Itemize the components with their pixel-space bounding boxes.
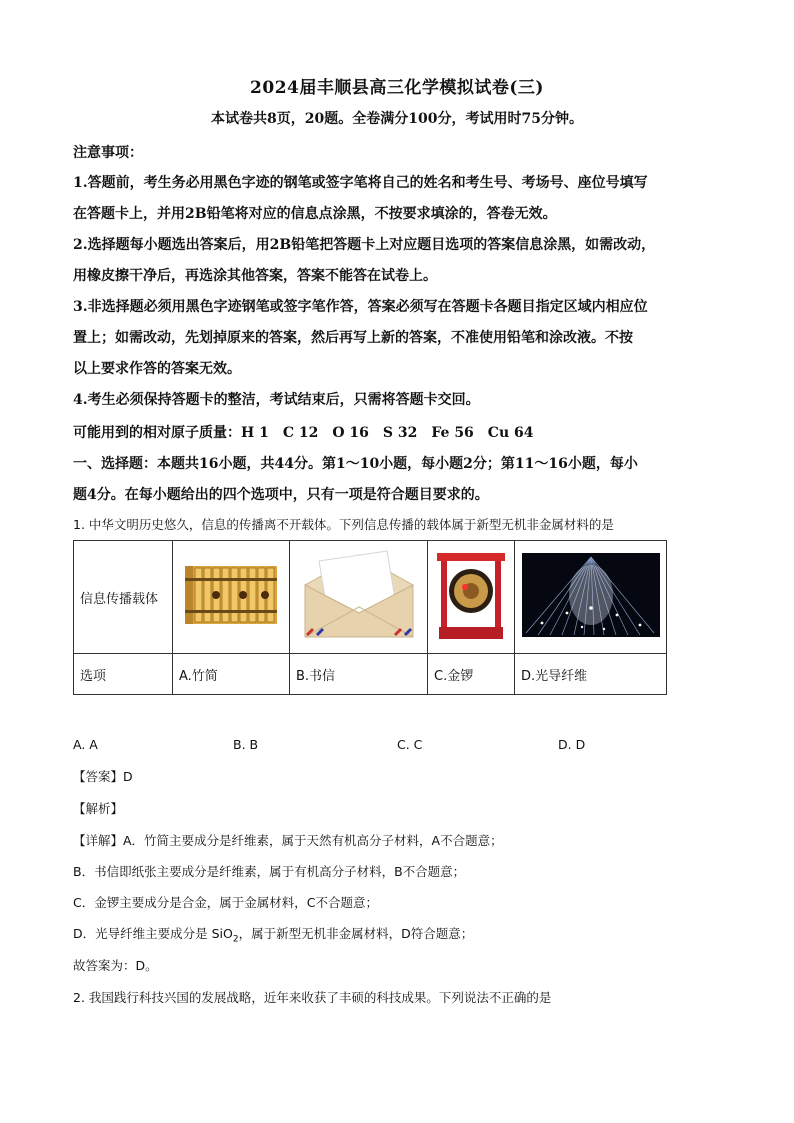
option-label-c: C.金锣 [428,654,515,695]
explanation-d-post: ，属于新型无机非金属材料，D符合题意； [238,926,474,941]
explanation-d-subscript: 2 [232,934,239,945]
question-1-stem: 1. 中华文明历史悠久，信息的传播离不开载体。下列信息传播的载体属于新型无机非金属材料的是 [73,517,614,532]
letter-image [290,541,428,654]
notice-line: 2.选择题每小题选出答案后，用2B铅笔把答题卡上对应题目选项的答案信息涂黑，如需改动， [73,237,656,253]
option-label-a: A.竹简 [173,654,290,695]
bamboo-slips-icon [181,560,281,630]
carrier-table [73,540,667,695]
notice-line: 4.考生必须保持答题卡的整洁，考试结束后，只需将答题卡交回。 [73,392,480,408]
notice-line: 1.答题前，考生务必用黑色字迹的钢笔或签字笔将自己的姓名和考生号、考场号、座位号填写 [73,175,648,191]
choice-d: D. D [558,737,586,752]
notice-line: 以上要求作答的答案无效。 [73,361,241,377]
explanation-line: B．书信即纸张主要成分是纤维素，属于有机高分子材料，B不合题意； [73,864,466,879]
choice-b: B. B [233,737,259,752]
choice-a: A. A [73,737,98,752]
notice-line: 用橡皮擦干净后，再选涂其他答案，答案不能答在试卷上。 [73,268,437,284]
notice-line: 3.非选择题必须用黑色字迹钢笔或签字笔作答，答案必须写在答题卡各题目指定区域内相应位 [73,299,648,315]
atomic-masses: 可能用到的相对原子质量：H 1 C 12 O 16 S 32 Fe 56 Cu 64 [73,425,534,441]
notice-heading: 注意事项： [73,145,143,161]
section-heading: 一、选择题：本题共16小题，共44分。第1～10小题，每小题2分；第11～16小题，每小 [73,456,638,472]
page-subtitle: 本试卷共8页，20题。全卷满分100分，考试用时75分钟。 [211,111,583,127]
choice-c: C. C [397,737,423,752]
gong-icon [435,547,507,643]
answer-line: 【答案】D [73,769,133,784]
analysis-label: 【解析】 [73,801,124,816]
bamboo-slips-image [173,541,290,654]
gong-image [428,541,515,654]
question-2-stem: 2. 我国践行科技兴国的发展战略，近年来收获了丰硕的科技成果。下列说法不正确的是 [73,990,552,1005]
explanation-d-pre: D．光导纤维主要成分是 SiO [73,926,233,941]
notice-line: 在答题卡上，并用2B铅笔将对应的信息点涂黑，不按要求填涂的，答卷无效。 [73,206,557,222]
table-header-option: 选项 [74,654,173,695]
table-header-carrier: 信息传播载体 [74,541,173,654]
explanation-line-d [73,924,473,945]
option-label-b: B.书信 [290,654,428,695]
optical-fiber-image [515,541,667,654]
notice-line: 置上；如需改动，先划掉原来的答案，然后再写上新的答案，不准使用铅笔和涂改液。不按 [73,330,633,346]
optical-fiber-icon [522,553,660,637]
envelope-icon [299,547,419,643]
conclusion-line: 故答案为：D。 [73,958,158,973]
explanation-line: 【详解】A．竹简主要成分是纤维素，属于天然有机高分子材料，A不合题意； [73,833,503,848]
option-label-d: D.光导纤维 [515,654,667,695]
explanation-line: C．金锣主要成分是合金，属于金属材料，C不合题意； [73,895,378,910]
page-title: 2024届丰顺县高三化学模拟试卷(三) [250,78,544,98]
section-heading-cont: 题4分。在每小题给出的四个选项中，只有一项是符合题目要求的。 [73,487,489,503]
